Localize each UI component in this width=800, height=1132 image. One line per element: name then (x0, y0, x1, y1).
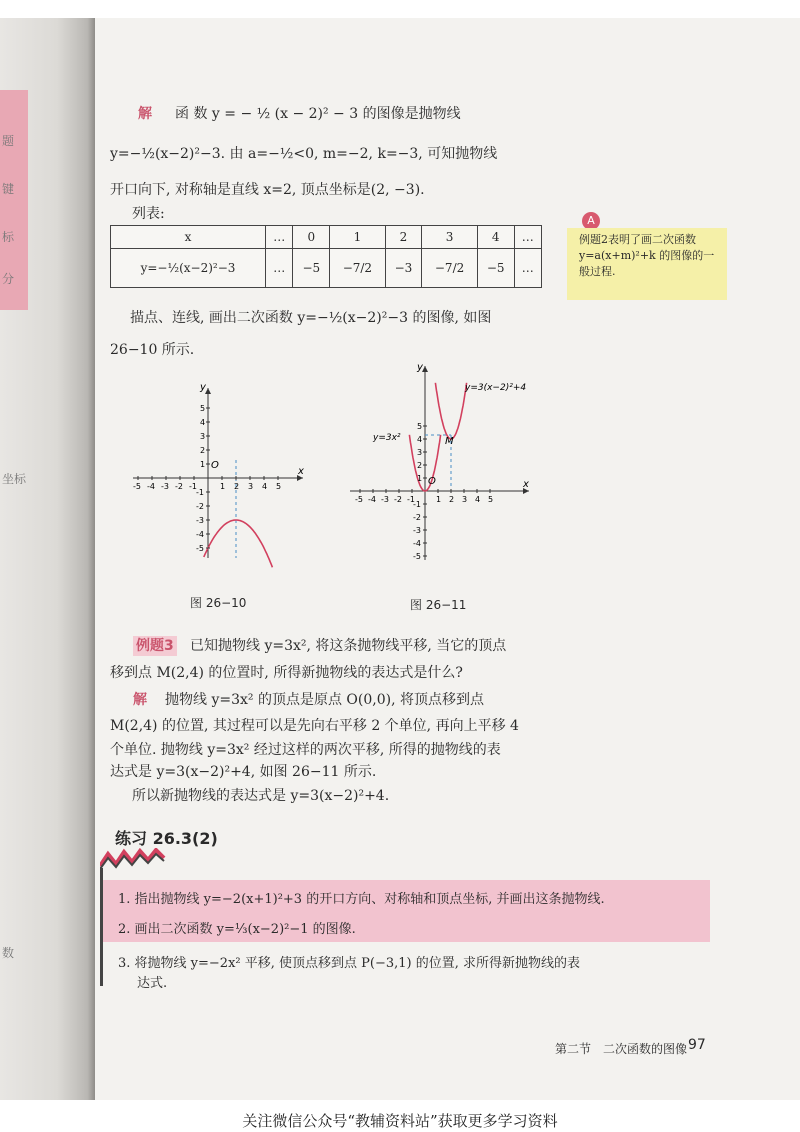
plot-text-line: 描点、连线, 画出二次函数 y=−½(x−2)²−3 的图像, 如图 (130, 310, 492, 326)
x-tick-label: 5 (276, 482, 282, 491)
example-line: 已知抛物线 y=3x², 将这条抛物线平移, 当它的顶点 (190, 638, 507, 654)
y-tick-label: 5 (417, 422, 423, 431)
spine-text: 标 (2, 230, 15, 244)
exercise-bar (100, 868, 103, 986)
table-cell: 2 (385, 226, 422, 249)
figure-26-11 (345, 360, 535, 575)
solution-line: 函 数 y = − ½ (x − 2)² − 3 的图像是抛物线 (175, 106, 461, 122)
y-tick-label: -3 (413, 526, 421, 535)
y-tick-label: -5 (413, 552, 421, 561)
y-axis-label: y (200, 382, 206, 393)
table-cell: … (514, 226, 542, 249)
solution-line: 所以新抛物线的表达式是 y=3(x−2)²+4. (132, 788, 390, 804)
table-cell: 1 (330, 226, 386, 249)
solution-line: 个单位. 抛物线 y=3x² 经过这样的两次平移, 所得的抛物线的表 (110, 742, 501, 758)
table-cell: −5 (293, 249, 330, 288)
side-note: 例题2表明了画二次函数 y=a(x+m)²+k 的图像的一般过程. (567, 228, 727, 300)
table-cell: … (266, 249, 293, 288)
table-cell: 4 (477, 226, 514, 249)
figure-26-10 (125, 380, 310, 570)
x-axis-label: x (298, 466, 304, 477)
section-footer: 第二节 二次函数的图像 (555, 1042, 688, 1056)
exercise-title: 练习 26.3(2) (115, 829, 218, 848)
parabola-curve (204, 520, 273, 567)
y-tick-label: -1 (413, 500, 421, 509)
note-icon: A (582, 212, 600, 230)
solution-label: 解 (133, 692, 147, 708)
solution-line: M(2,4) 的位置, 其过程可以是先向右平移 2 个单位, 再向上平移 4 (110, 718, 519, 734)
y-tick-label: -3 (196, 516, 204, 525)
spine-text: 数 (2, 946, 15, 960)
list-label: 列表: (132, 206, 165, 222)
table-cell: −5 (477, 249, 514, 288)
y-tick-label: 1 (200, 460, 206, 469)
zigzag-decoration (100, 848, 170, 870)
exercise-item: 2. 画出二次函数 y=⅓(x−2)²−1 的图像. (118, 922, 356, 937)
x-tick-label: 2 (234, 482, 240, 491)
table-cell: … (514, 249, 542, 288)
x-tick-label: -1 (407, 495, 415, 504)
y-tick-label: 2 (200, 446, 206, 455)
table-cell: x (111, 226, 266, 249)
x-tick-label: -2 (394, 495, 402, 504)
y-tick-label: -4 (196, 530, 204, 539)
solution-line: 达式是 y=3(x−2)²+4, 如图 26−11 所示. (110, 764, 377, 780)
example-label: 例题3 (133, 636, 177, 656)
y-tick-label: -5 (196, 544, 204, 553)
table-cell: −3 (385, 249, 422, 288)
figure-caption: 图 26−11 (410, 598, 467, 612)
y-tick-label: 4 (200, 418, 206, 427)
origin-label: O (428, 476, 436, 487)
table-cell: … (266, 226, 293, 249)
solution-line: 抛物线 y=3x² 的顶点是原点 O(0,0), 将顶点移到点 (165, 692, 484, 708)
y-tick-label: 3 (200, 432, 206, 441)
x-tick-label: -5 (355, 495, 363, 504)
y-tick-label: 1 (417, 474, 423, 483)
x-tick-label: -3 (381, 495, 389, 504)
y-tick-label: -1 (196, 488, 204, 497)
exercise-item: 3. 将抛物线 y=−2x² 平移, 使顶点移到点 P(−3,1) 的位置, 求所得新抛物线的表 (118, 956, 580, 971)
x-tick-label: -4 (368, 495, 376, 504)
table-cell: 0 (293, 226, 330, 249)
plot-text-line: 26−10 所示. (110, 342, 195, 358)
y-tick-label: 5 (200, 404, 206, 413)
spine-text: 坐标 (2, 472, 27, 486)
exercise-item: 1. 指出抛物线 y=−2(x+1)²+3 的开口方向、对称轴和顶点坐标, 并画出这条抛物线. (118, 892, 605, 907)
x-tick-label: 3 (248, 482, 254, 491)
solution-line: 开口向下, 对称轴是直线 x=2, 顶点坐标是(2, −3). (110, 182, 425, 198)
origin-label: O (211, 460, 219, 471)
x-tick-label: -4 (147, 482, 155, 491)
y-tick-label: 4 (417, 435, 423, 444)
table-cell: y=−½(x−2)²−3 (111, 249, 266, 288)
y-tick-label: -2 (196, 502, 204, 511)
y-tick-label: -2 (413, 513, 421, 522)
curve-label: y=3x² (373, 433, 401, 443)
spine-text: 键 (2, 182, 15, 196)
shifted-parabola-curve (435, 383, 466, 439)
spine-text: 分 (2, 272, 15, 286)
x-tick-label: 1 (436, 495, 442, 504)
point-label: M (445, 436, 454, 447)
curve-label: y=3(x−2)²+4 (465, 383, 527, 393)
watermark-text: 关注微信公众号“教辅资料站”获取更多学习资料 (242, 1112, 558, 1130)
x-tick-label: -1 (189, 482, 197, 491)
table-cell: −7/2 (422, 249, 478, 288)
x-tick-label: 2 (449, 495, 455, 504)
spine-text: 题 (2, 134, 15, 148)
table-row (111, 226, 542, 249)
x-tick-label: -3 (161, 482, 169, 491)
x-tick-label: 4 (475, 495, 481, 504)
table-row (111, 249, 542, 288)
solution-line: y=−½(x−2)²−3. 由 a=−½<0, m=−2, k=−3, 可知抛物线 (110, 146, 498, 162)
x-axis-label: x (523, 479, 529, 490)
example-line: 移到点 M(2,4) 的位置时, 所得新抛物线的表达式是什么? (110, 665, 463, 681)
x-tick-label: 5 (488, 495, 494, 504)
y-axis-label: y (417, 362, 423, 373)
x-tick-label: 3 (462, 495, 468, 504)
table-cell: 3 (422, 226, 478, 249)
x-tick-label: 4 (262, 482, 268, 491)
x-tick-label: -2 (175, 482, 183, 491)
table-cell: −7/2 (330, 249, 386, 288)
solution-label: 解 (138, 106, 152, 122)
y-tick-label: -4 (413, 539, 421, 548)
exercise-item: 达式. (137, 976, 168, 991)
y-tick-label: 2 (417, 461, 423, 470)
y-tick-label: 3 (417, 448, 423, 457)
x-tick-label: 1 (220, 482, 226, 491)
page-number: 97 (688, 1037, 706, 1053)
figure-caption: 图 26−10 (190, 596, 247, 610)
x-tick-label: -5 (133, 482, 141, 491)
value-table (110, 225, 542, 288)
